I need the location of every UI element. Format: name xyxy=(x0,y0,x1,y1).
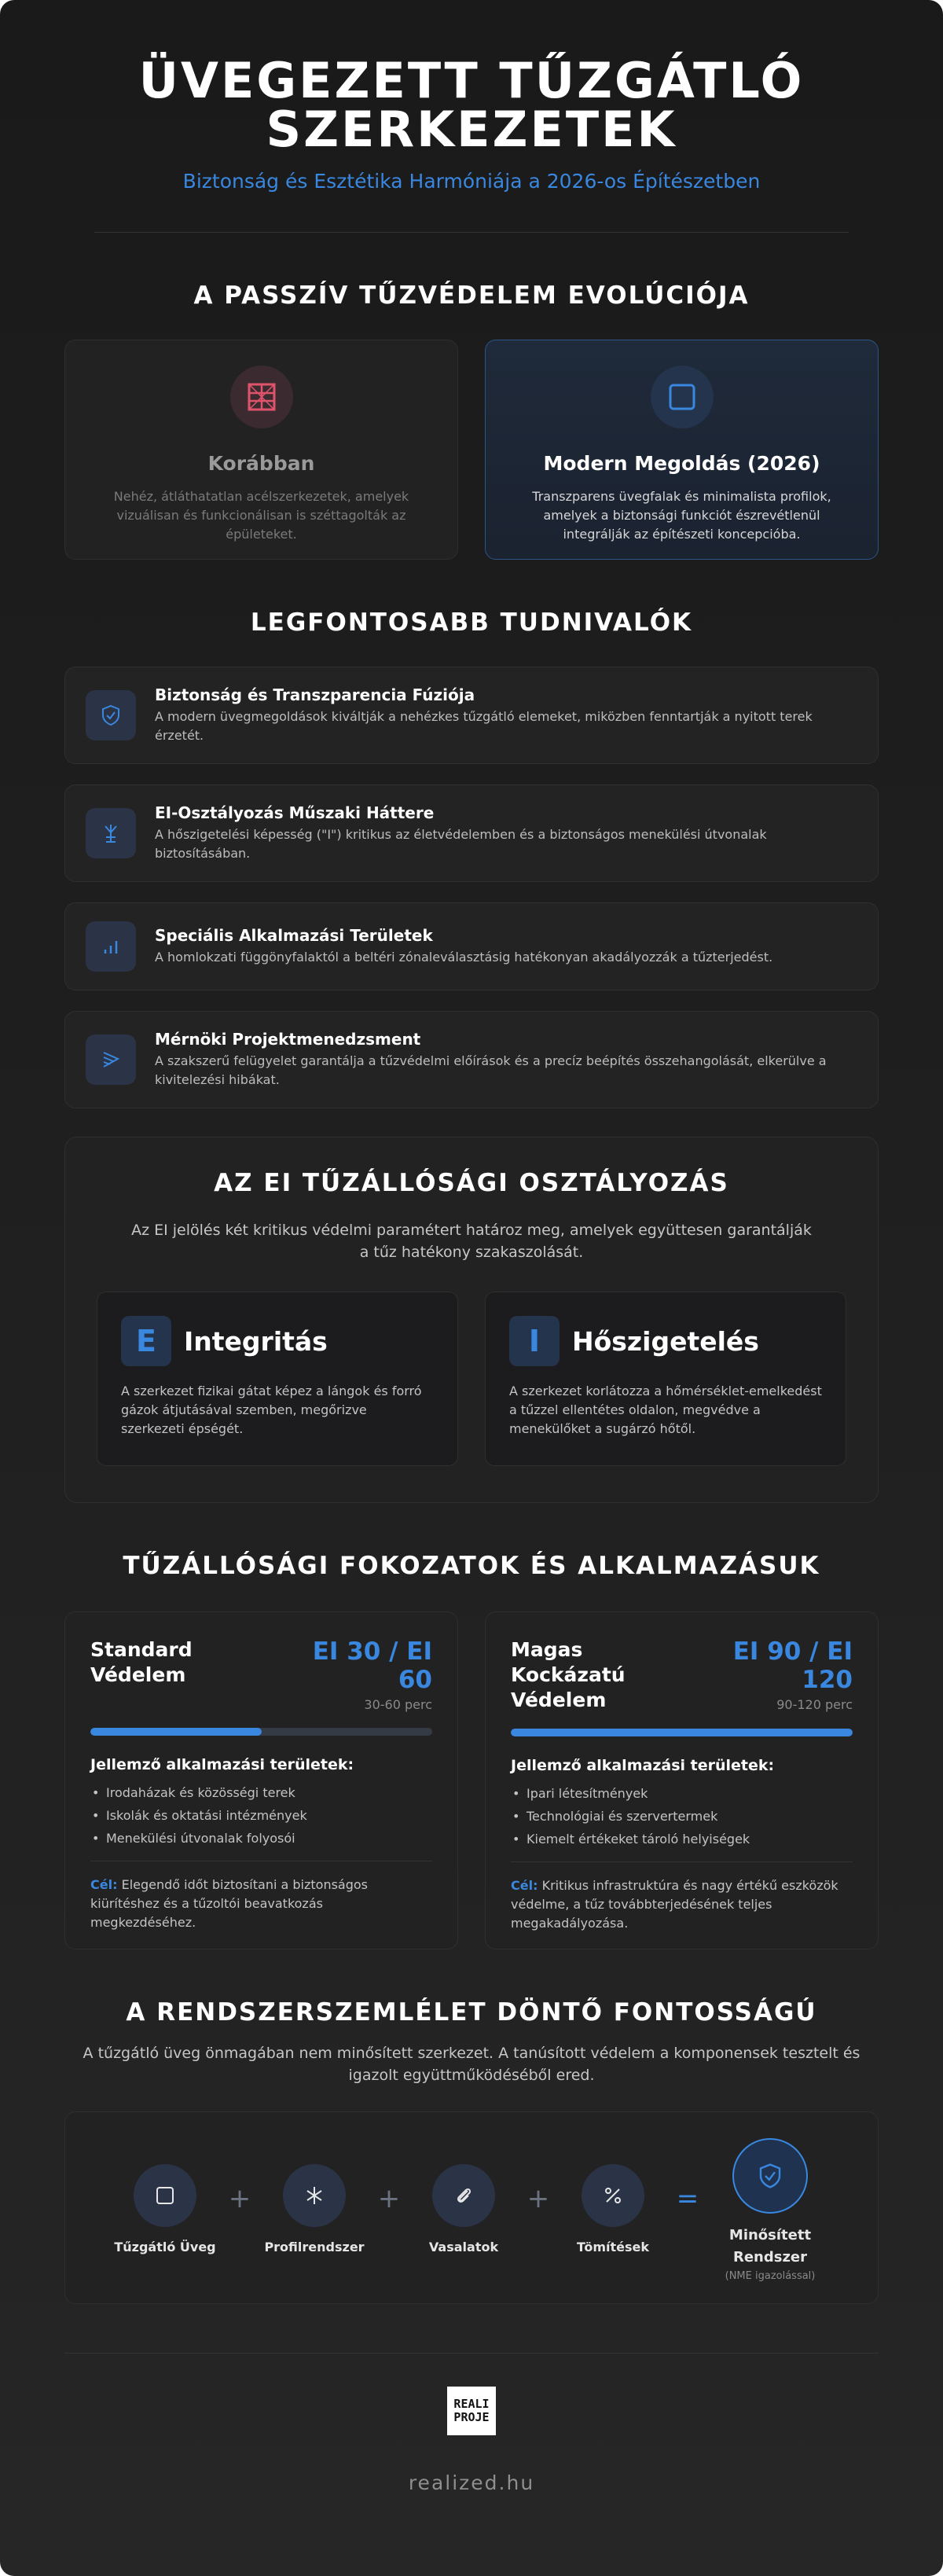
list-item: • Ipari létesítmények xyxy=(511,1782,853,1805)
system-component-label: Tűzgátló Üveg xyxy=(114,2239,216,2254)
evolution-new-title: Modern Megoldás (2026) xyxy=(543,452,820,475)
key-point-text: A modern üvegmegoldások kiváltják a nehézkes tűzgátló elemeket, miközben fenntartják a nyitott terek érzetét. xyxy=(155,709,813,743)
level-progress-bar xyxy=(511,1729,853,1736)
list-item: • Kiemelt értékeket tároló helyiségek xyxy=(511,1828,853,1850)
system-component xyxy=(562,2164,664,2257)
system-component-label: Tömítések xyxy=(576,2239,650,2254)
ei-classification xyxy=(64,1137,879,1503)
page-title: ÜVEGEZETT TŰZGÁTLÓ SZERKEZETEK xyxy=(138,52,805,158)
ei-card-insulation xyxy=(485,1292,846,1466)
plus-icon: + xyxy=(527,2182,550,2214)
paperclip-icon xyxy=(432,2164,495,2227)
level-application-list xyxy=(90,1781,432,1850)
footer-website-link[interactable]: realized.hu xyxy=(408,2471,535,2494)
list-item xyxy=(64,902,879,990)
levels-title: TŰZÁLLÓSÁGI FOKOZATOK ÉS ALKALMAZÁSUK xyxy=(123,1552,820,1580)
glass-square-icon xyxy=(651,366,714,428)
ei-card-title: Integritás xyxy=(184,1325,328,1357)
square-icon xyxy=(134,2164,196,2227)
key-point-title: Mérnöki Projektmenedzsment xyxy=(155,1030,421,1049)
plus-icon: + xyxy=(377,2182,401,2214)
key-points-list xyxy=(64,667,879,1108)
footer xyxy=(0,2353,943,2494)
key-point-text: A hőszigetelési képesség ("I") kritikus az életvédelemben és a biztonságos menekülési útvonalak biztosításában. xyxy=(155,827,767,861)
goal-label: Cél: xyxy=(511,1878,538,1893)
evolution-card-old xyxy=(64,340,458,560)
system-equation xyxy=(64,2111,879,2304)
system-component xyxy=(263,2164,365,2257)
level-badge: EI 30 / EI 60 xyxy=(312,1637,432,1694)
percent-icon xyxy=(582,2164,644,2227)
system-component-label: Vasalatok xyxy=(428,2239,499,2254)
list-item xyxy=(64,667,879,764)
ei-title: AZ EI TŰZÁLLÓSÁGI OSZTÁLYOZÁS xyxy=(214,1169,729,1197)
evolution-old-title: Korábban xyxy=(207,452,315,475)
level-subheading: Jellemző alkalmazási területek: xyxy=(90,1756,354,1773)
ei-letter-badge: E xyxy=(121,1316,171,1366)
level-card-standard xyxy=(64,1611,458,1949)
key-point-title: Speciális Alkalmazási Területek xyxy=(155,926,433,945)
key-point-title: EI-Osztályozás Műszaki Háttere xyxy=(155,803,435,822)
level-duration: 90-120 perc xyxy=(776,1697,853,1712)
key-points-title: LEGFONTOSABB TUDNIVALÓK xyxy=(250,608,693,637)
evolution-comparison xyxy=(64,340,879,560)
ei-card-text: A szerkezet korlátozza a hőmérséklet-emelkedést a tűzzel ellentétes oldalon, megvédve a menekülőket a sugárzó hőtől. xyxy=(509,1384,822,1436)
evolution-old-text: Nehéz, átláthatatlan acélszerkezetek, amelyek vizuálisan és funkcionálisan is széttagolták az épületeket. xyxy=(113,489,409,542)
system-intro: A tűzgátló üveg önmagában nem minősített szerkezet. A tanúsított védelem a komponensek tesztelt és igazolt együttműködéséből ered. xyxy=(83,2045,860,2084)
list-item: • Iskolák és oktatási intézmények xyxy=(90,1804,432,1827)
system-result xyxy=(711,2138,829,2282)
brand-logo xyxy=(447,2387,496,2435)
hero xyxy=(0,0,943,193)
key-point-text: A homlokzati függönyfalaktól a beltéri zónaleválasztásig hatékonyan akadályozzák a tűzterjedést. xyxy=(155,950,773,965)
list-item: • Irodaházak és közösségi terek xyxy=(90,1781,432,1804)
evolution-new-text: Transzparens üvegfalak és minimalista profilok, amelyek a biztonsági funkciót észrevétlenül integrálják az építészeti koncepcióba. xyxy=(532,489,831,542)
list-item xyxy=(64,785,879,882)
asterisk-icon xyxy=(283,2164,346,2227)
key-point-title: Biztonság és Transzparencia Fúziója xyxy=(155,685,475,704)
thermometer-icon xyxy=(86,808,136,858)
system-component xyxy=(114,2164,216,2257)
levels-row xyxy=(64,1611,879,1949)
level-goal xyxy=(511,1861,853,1933)
shield-check-icon xyxy=(732,2138,808,2214)
plus-icon: + xyxy=(228,2182,251,2214)
level-badge: EI 90 / EI 120 xyxy=(732,1637,853,1694)
equals-icon: = xyxy=(676,2182,699,2214)
level-duration: 30-60 perc xyxy=(364,1697,432,1712)
ei-intro: Az EI jelölés két kritikus védelmi paramétert határoz meg, amelyek együttesen garantálják a tűz hatékony szakaszolását. xyxy=(131,1222,812,1261)
system-result-label: Minősített Rendszer xyxy=(728,2227,812,2265)
evolution-title: A PASSZÍV TŰZVÉDELEM EVOLÚCIÓJA xyxy=(193,281,750,310)
goal-text: Elegendő időt biztosítani a biztonságos kiürítéshez és a tűzoltói beavatkozás megkezdéséhez. xyxy=(90,1877,369,1930)
level-goal xyxy=(90,1861,432,1932)
system-component-label: Profilrendszer xyxy=(264,2239,365,2254)
level-progress-fill xyxy=(511,1729,853,1736)
ei-card-integrity xyxy=(97,1292,458,1466)
goal-label: Cél: xyxy=(90,1877,118,1892)
header-divider xyxy=(94,232,849,233)
logo-line-2: PROJE xyxy=(453,2410,490,2424)
system-title: A RENDSZERSZEMLÉLET DÖNTŐ FONTOSSÁGÚ xyxy=(126,1998,817,2027)
brick-wall-icon xyxy=(230,366,293,428)
level-progress-fill xyxy=(90,1728,262,1736)
list-item xyxy=(64,1011,879,1108)
level-progress-bar xyxy=(90,1728,432,1736)
level-application-list xyxy=(511,1782,853,1850)
level-subheading: Jellemző alkalmazási területek: xyxy=(511,1757,775,1774)
list-item: • Technológiai és szervertermek xyxy=(511,1805,853,1828)
level-card-high-risk xyxy=(485,1611,879,1949)
evolution-card-new xyxy=(485,340,879,560)
system-component xyxy=(413,2164,515,2257)
goal-text: Kritikus infrastruktúra és nagy értékű eszközök védelme, a tűz továbbterjedésének teljes megakadályozása. xyxy=(511,1878,838,1931)
drafting-tools-icon xyxy=(86,1034,136,1085)
level-name: Magas Kockázatú Védelem xyxy=(511,1638,626,1711)
level-name: Standard Védelem xyxy=(90,1638,193,1686)
footer-divider xyxy=(64,2353,879,2354)
shield-check-icon xyxy=(86,690,136,740)
ei-card-title: Hőszigetelés xyxy=(572,1325,759,1357)
logo-line-1: REALI xyxy=(453,2397,490,2411)
list-item: • Menekülési útvonalak folyosói xyxy=(90,1827,432,1850)
ei-letter-badge: I xyxy=(509,1316,560,1366)
page-subtitle: Biztonság és Esztétika Harmóniája a 2026-os Építészetben xyxy=(182,170,761,193)
key-point-text: A szakszerű felügyelet garantálja a tűzvédelmi előírások és a precíz beépítés összehangolását, elkerülve a kivitelezési hibákat. xyxy=(155,1053,827,1087)
bar-chart-icon xyxy=(86,921,136,972)
ei-card-text: A szerkezet fizikai gátat képez a lángok és forró gázok átjutásával szemben, megőrizve szerkezeti épségét. xyxy=(121,1384,422,1436)
system-result-note: (NME igazolással) xyxy=(725,2270,816,2282)
